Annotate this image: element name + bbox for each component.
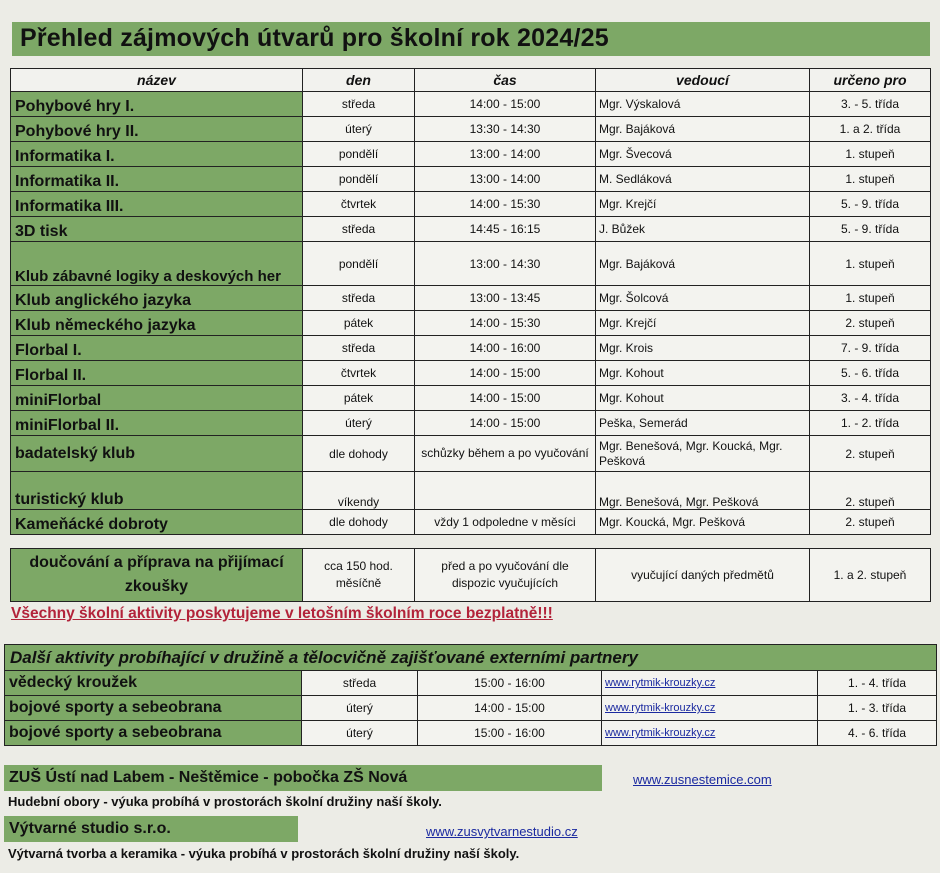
table-row: [11, 242, 931, 286]
activity-name: Informatika I.: [11, 142, 303, 167]
tutoring-row: [11, 549, 931, 602]
activity-name: Klub zábavné logiky a deskových her: [11, 242, 303, 286]
activity-for: 1. stupeň: [810, 142, 931, 167]
activity-for: 2. stupeň: [810, 436, 931, 472]
table-row: [11, 311, 931, 336]
activity-leader: Mgr. Krejčí: [596, 311, 810, 336]
zus-title: ZUŠ Ústí nad Labem - Neštěmice - pobočka ZŠ Nová: [4, 765, 602, 791]
activity-leader: Mgr. Bajáková: [596, 242, 810, 286]
activity-name: Klub anglického jazyka: [11, 286, 303, 311]
activity-name: Pohybové hry II.: [11, 117, 303, 142]
header-for: určeno pro: [810, 69, 931, 92]
external-heading-row: [5, 645, 937, 671]
activity-time: [415, 472, 596, 510]
studio-title: Výtvarné studio s.r.o.: [4, 816, 298, 842]
external-day: úterý: [302, 696, 418, 721]
activity-time: 13:00 - 14:30: [415, 242, 596, 286]
studio-link[interactable]: www.zusvytvarnestudio.cz: [426, 824, 578, 839]
activity-day: pondělí: [303, 242, 415, 286]
activity-leader: Mgr. Koucká, Mgr. Pešková: [596, 510, 810, 535]
activity-time: 14:00 - 15:00: [415, 411, 596, 436]
activity-name: Kameňácké dobroty: [11, 510, 303, 535]
activity-for: 2. stupeň: [810, 472, 931, 510]
activity-time: 13:30 - 14:30: [415, 117, 596, 142]
table-row: [11, 286, 931, 311]
activity-leader: J. Bůžek: [596, 217, 810, 242]
table-row: [11, 142, 931, 167]
activity-leader: Mgr. Kohout: [596, 361, 810, 386]
table-row: [11, 472, 931, 510]
activity-day: středa: [303, 217, 415, 242]
activity-time: 13:00 - 14:00: [415, 142, 596, 167]
activity-for: 2. stupeň: [810, 311, 931, 336]
table-row: [11, 167, 931, 192]
activities-table: [10, 68, 931, 535]
zus-link[interactable]: www.zusnestemice.com: [633, 772, 772, 787]
external-for: 1. - 4. třída: [818, 671, 937, 696]
activity-leader: Mgr. Krejčí: [596, 192, 810, 217]
activity-time: schůzky během a po vyučování: [415, 436, 596, 472]
external-name: vědecký kroužek: [5, 671, 302, 696]
activities-header-row: [11, 69, 931, 92]
activity-day: pondělí: [303, 167, 415, 192]
activity-leader: Peška, Semerád: [596, 411, 810, 436]
tutoring-name: doučování a příprava na přijímací zkoušky: [11, 549, 303, 602]
activity-for: 1. stupeň: [810, 286, 931, 311]
activity-name: Klub německého jazyka: [11, 311, 303, 336]
activity-for: 1. stupeň: [810, 167, 931, 192]
activity-time: 14:00 - 16:00: [415, 336, 596, 361]
activity-time: 13:00 - 13:45: [415, 286, 596, 311]
table-row: [11, 386, 931, 411]
table-row: [11, 217, 931, 242]
activity-day: dle dohody: [303, 436, 415, 472]
activity-time: 14:00 - 15:30: [415, 192, 596, 217]
activity-day: pondělí: [303, 142, 415, 167]
activity-leader: Mgr. Benešová, Mgr. Pešková: [596, 472, 810, 510]
activity-name: miniFlorbal II.: [11, 411, 303, 436]
external-web-link[interactable]: www.rytmik-krouzky.cz: [602, 671, 818, 696]
activity-for: 5. - 6. třída: [810, 361, 931, 386]
activity-leader: Mgr. Kohout: [596, 386, 810, 411]
activity-leader: M. Sedláková: [596, 167, 810, 192]
activity-leader: Mgr. Výskalová: [596, 92, 810, 117]
activity-for: 5. - 9. třída: [810, 192, 931, 217]
external-time: 14:00 - 15:00: [418, 696, 602, 721]
table-row: [11, 361, 931, 386]
activity-day: úterý: [303, 411, 415, 436]
tutoring-day: cca 150 hod. měsíčně: [303, 549, 415, 602]
activity-name: Pohybové hry I.: [11, 92, 303, 117]
header-time: čas: [415, 69, 596, 92]
table-row: [5, 696, 937, 721]
activity-time: vždy 1 odpoledne v měsíci: [415, 510, 596, 535]
activity-leader: Mgr. Švecová: [596, 142, 810, 167]
activity-time: 14:00 - 15:30: [415, 311, 596, 336]
table-row: [5, 671, 937, 696]
activity-day: čtvrtek: [303, 192, 415, 217]
activity-time: 14:00 - 15:00: [415, 361, 596, 386]
activity-for: 5. - 9. třída: [810, 217, 931, 242]
activity-day: dle dohody: [303, 510, 415, 535]
activity-for: 1. - 2. třída: [810, 411, 931, 436]
table-row: [11, 411, 931, 436]
activity-name: 3D tisk: [11, 217, 303, 242]
tutoring-for: 1. a 2. stupeň: [810, 549, 931, 602]
activity-name: Florbal II.: [11, 361, 303, 386]
zus-description: Hudební obory - výuka probíhá v prostorách školní družiny naší školy.: [8, 794, 442, 809]
activity-time: 14:00 - 15:00: [415, 386, 596, 411]
external-web-link[interactable]: www.rytmik-krouzky.cz: [602, 696, 818, 721]
title-bar: [12, 22, 930, 56]
external-for: 1. - 3. třída: [818, 696, 937, 721]
tutoring-time: před a po vyučování dle dispozic vyučujících: [415, 549, 596, 602]
activity-day: úterý: [303, 117, 415, 142]
activity-name: miniFlorbal: [11, 386, 303, 411]
external-for: 4. - 6. třída: [818, 721, 937, 746]
activity-name: Informatika III.: [11, 192, 303, 217]
activity-name: badatelský klub: [11, 436, 303, 472]
header-day: den: [303, 69, 415, 92]
activity-for: 2. stupeň: [810, 510, 931, 535]
activity-time: 13:00 - 14:00: [415, 167, 596, 192]
activity-time: 14:45 - 16:15: [415, 217, 596, 242]
activity-leader: Mgr. Bajáková: [596, 117, 810, 142]
activity-name: Informatika II.: [11, 167, 303, 192]
activity-name: Florbal I.: [11, 336, 303, 361]
tutoring-leader: vyučující daných předmětů: [596, 549, 810, 602]
table-row: [11, 436, 931, 472]
table-row: [11, 336, 931, 361]
activity-day: čtvrtek: [303, 361, 415, 386]
external-time: 15:00 - 16:00: [418, 721, 602, 746]
activity-day: pátek: [303, 386, 415, 411]
external-heading: Další aktivity probíhající v družině a tělocvičně zajišťované externími partnery: [5, 645, 937, 671]
external-name: bojové sporty a sebeobrana: [5, 696, 302, 721]
activity-leader: Mgr. Krois: [596, 336, 810, 361]
table-row: [5, 721, 937, 746]
table-row: [11, 510, 931, 535]
activity-day: víkendy: [303, 472, 415, 510]
external-name: bojové sporty a sebeobrana: [5, 721, 302, 746]
table-row: [11, 117, 931, 142]
activity-leader: Mgr. Šolcová: [596, 286, 810, 311]
activity-for: 7. - 9. třída: [810, 336, 931, 361]
page-title: Přehled zájmových útvarů pro školní rok 2024/25: [20, 24, 609, 52]
table-row: [11, 192, 931, 217]
header-leader: vedoucí: [596, 69, 810, 92]
table-row: [11, 92, 931, 117]
activity-day: středa: [303, 286, 415, 311]
activity-time: 14:00 - 15:00: [415, 92, 596, 117]
studio-description: Výtvarná tvorba a keramika - výuka probíhá v prostorách školní družiny naší školy.: [8, 846, 520, 861]
header-name: název: [11, 69, 303, 92]
external-activities-table: [4, 644, 937, 746]
activity-name: turistický klub: [11, 472, 303, 510]
activity-for: 3. - 4. třída: [810, 386, 931, 411]
activity-leader: Mgr. Benešová, Mgr. Koucká, Mgr. Pešková: [596, 436, 810, 472]
free-activities-note: Všechny školní aktivity poskytujeme v letošním školním roce bezplatně!!!: [11, 605, 553, 622]
activity-for: 1. stupeň: [810, 242, 931, 286]
external-day: úterý: [302, 721, 418, 746]
activity-day: středa: [303, 92, 415, 117]
activity-for: 1. a 2. třída: [810, 117, 931, 142]
activity-for: 3. - 5. třída: [810, 92, 931, 117]
external-day: středa: [302, 671, 418, 696]
activity-day: středa: [303, 336, 415, 361]
activity-day: pátek: [303, 311, 415, 336]
tutoring-table: [10, 548, 931, 602]
external-web-link[interactable]: www.rytmik-krouzky.cz: [602, 721, 818, 746]
external-time: 15:00 - 16:00: [418, 671, 602, 696]
